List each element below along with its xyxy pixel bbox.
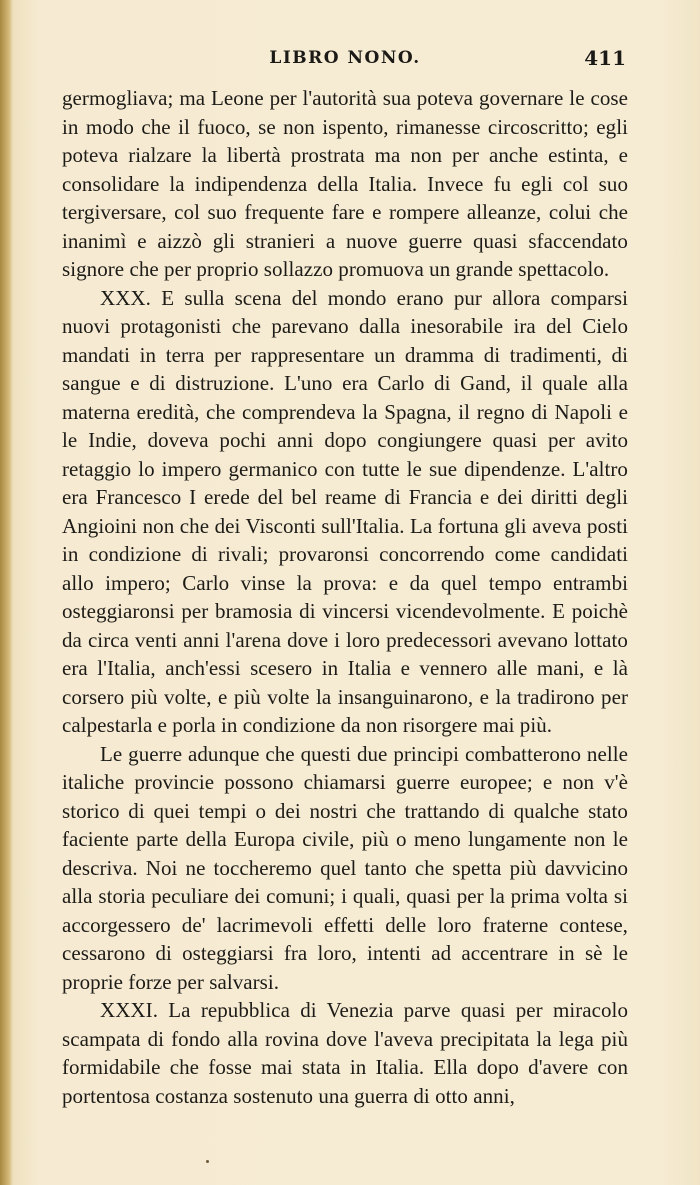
- body-text: [62, 84, 628, 1110]
- page-number: 411: [584, 46, 626, 70]
- book-spine-shadow: [0, 0, 12, 1185]
- paragraph-european-wars: Le guerre adunque che questi due principi combatterono nelle italiche provincie possono chiamarsi guerre europee; e non v'è storico di quei tempi o dei nostri che trattando di qualche stato faciente parte della Europa civile, più o meno lungamente non le descriva. Noi ne toccheremo quel tanto che spetta più davvicino alla storia peculiare dei comuni; i quali, quasi per la prima volta si accorgessero de' lacrimevoli effetti delle loro fraterne contese, cessarono di osteggiarsi fra loro, intenti ad accentrare in sè le proprie forze per salvarsi.: [62, 741, 628, 994]
- page-header: [60, 48, 630, 78]
- ink-speck: [206, 1160, 209, 1163]
- paragraph-section-xxx: XXX. E sulla scena del mondo erano pur allora comparsi nuovi protagonisti che parevano dalla inesorabile ira del Cielo mandati in terra per rappresentare un dramma di tradimenti, di sangue e di distruzione. L'uno era Carlo di Gand, il quale alla materna eredità, che comprendeva la Spagna, il regno di Napoli e le Indie, doveva pochi anni dopo congiungere quasi per avito retaggio lo impero germanico con tutte le sue dipendenze. L'altro era Francesco I erede del bel reame di Francia e dei diritti degli Angioini non che dei Visconti sull'Italia. La fortuna gli aveva posti in condizione di rivali; provaronsi concorrendo come candidati allo impero; Carlo vinse la prova: e da quel tempo entrambi osteggiaronsi per bramosia di vincersi vicendevolmente. E poichè da circa venti anni l'arena dove i loro predecessori avevano lottato era l'Italia, anch'essi scesero in Italia e vennero alle mani, e là corsero più volte, e più volte la insanguinarono, e la tradirono per calpestarla e porla in condizione da non risorgere mai più.: [62, 285, 628, 737]
- running-title: LIBRO NONO.: [269, 48, 421, 68]
- paragraph-continuation: germogliava; ma Leone per l'autorità sua poteva governare le cose in modo che il fuoco, se non ispento, rimanesse circoscritto; egli poteva rialzare la libertà prostrata ma non per anche estinta, e consolidare la indipendenza della Italia. Invece fu egli col suo tergiversare, col suo frequente fare e rompere alleanze, colui che inanimì e aizzò gli stranieri a nuove guerre quasi sfaccendato signore che per proprio sollazzo promuova un grande spettacolo.: [62, 86, 628, 281]
- paragraph-section-xxxi: XXXI. La repubblica di Venezia parve quasi per miracolo scampata di fondo alla rovina dove l'aveva precipitata la lega più formidabile che fosse mai stata in Italia. Ella dopo d'avere con portentosa costanza sostenuto una guerra di otto anni,: [62, 998, 628, 1108]
